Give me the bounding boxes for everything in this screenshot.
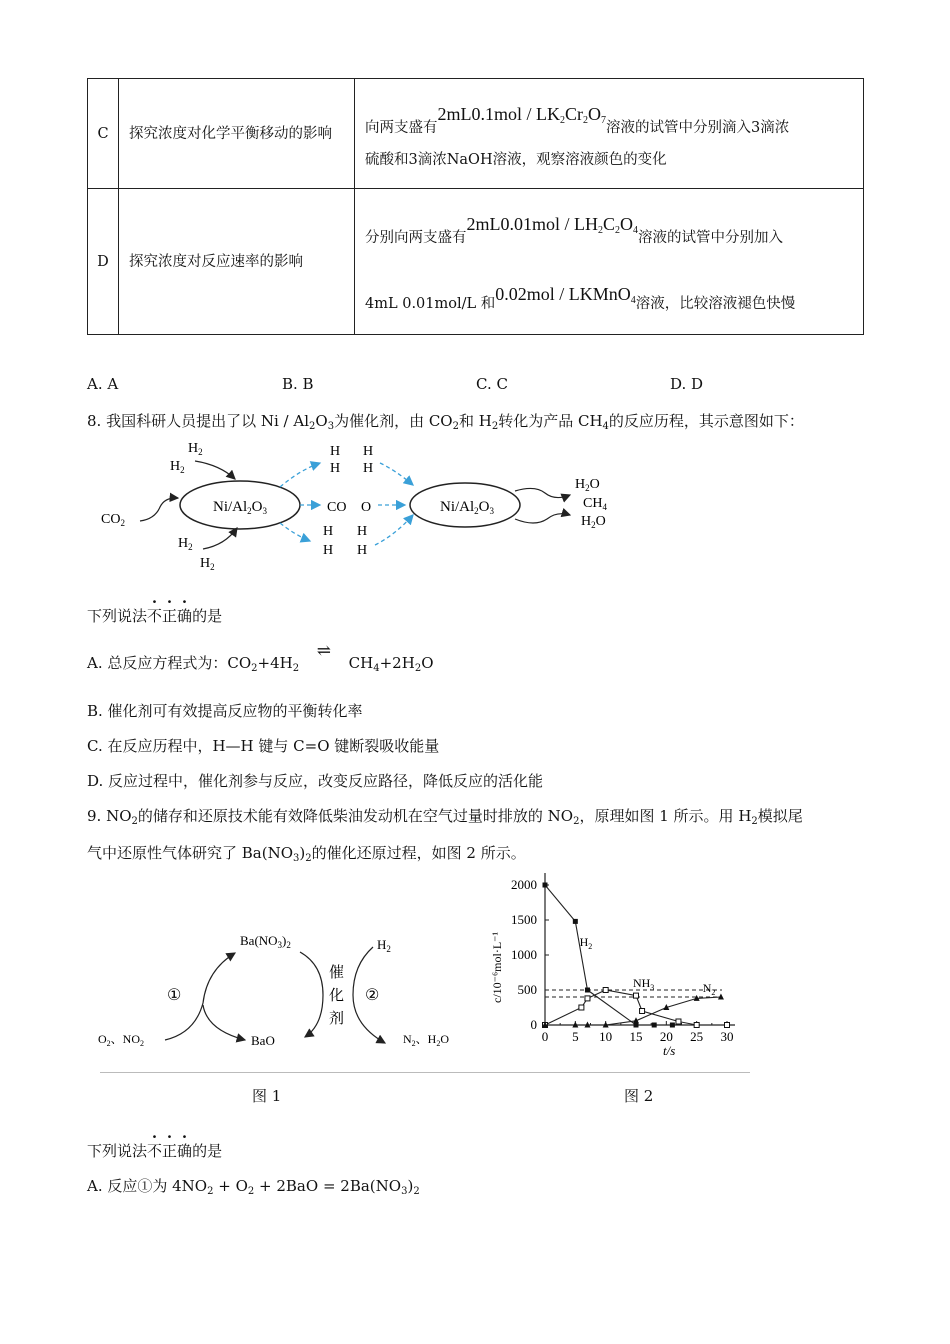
atom-h: H	[330, 444, 341, 459]
table-row	[88, 79, 864, 189]
row-label: C	[88, 79, 119, 189]
formula: 2mL0.01mol / LH	[466, 213, 598, 234]
y-tick-label: 500	[517, 982, 537, 997]
bao-label: BaO	[251, 1033, 275, 1048]
emphasis-char: 正	[162, 1142, 178, 1160]
inlet-gases: $O_2$、$NO_2$	[98, 1032, 145, 1048]
row-label: D	[88, 189, 119, 335]
q9-stem-2: 气中还原性气体研究了 $Ba(NO_3)_2$的催化还原过程，如图 2 所示。	[87, 844, 526, 864]
q9-stem-1: 9. $NO_2$的储存和还原技术能有效降低柴油发动机在空气过量时排放的 $NO_2$，原理如图 1 所示。用 $H_2$模拟尾	[87, 807, 803, 827]
formula-sub: 2	[598, 224, 603, 236]
method-text: 硫酸和3滴浓NaOH溶液，观察溶液颜色的变化	[365, 151, 667, 168]
method-text: 分别向两支盛有	[365, 229, 467, 246]
h2-label: $H_2$	[377, 937, 391, 954]
q8-prompt: 下列说法不正确的是	[87, 607, 223, 625]
outlet-gases: $N_2$、$H_2O$	[403, 1032, 450, 1048]
data-point-nh3	[579, 1005, 584, 1010]
q8-option-c[interactable]: C. 在反应历程中，H—H 键与 C=O 键断裂吸收能量	[87, 737, 440, 755]
figure-divider	[100, 1072, 750, 1073]
formula: 2mL0.1mol / LK	[437, 103, 560, 124]
catalyst-char: 化	[329, 988, 345, 1004]
y-tick-label: 0	[530, 1017, 537, 1032]
data-point-h2	[543, 883, 548, 888]
o-intermediate: O	[361, 500, 372, 515]
x-tick-label: 0	[541, 1029, 549, 1044]
data-point-nh3	[640, 1009, 645, 1014]
emphasis-char: 不	[147, 607, 163, 625]
formula-sub: 2	[583, 114, 588, 126]
catalyst-left-label: $Ni/Al_2O_3$	[213, 499, 268, 516]
product-water: $H_2O$	[575, 477, 600, 493]
figure-1-caption: 图 1	[252, 1087, 282, 1105]
q9-prompt: 下列说法不正确的是	[87, 1142, 223, 1160]
co2-label: $CO_2$	[101, 512, 125, 528]
series-line	[545, 997, 721, 1025]
series-label: $N_2$	[702, 981, 716, 998]
data-point-n2	[718, 994, 724, 1000]
method-text: 向两支盛有	[365, 119, 438, 136]
x-tick-label: 20	[659, 1029, 673, 1044]
q9-option-a[interactable]: A. 反应①为 $4NO_2 + O_2 + 2BaO = 2Ba(NO_3)_2$	[87, 1177, 420, 1197]
h2-bottom-2: $H_2$	[200, 556, 215, 572]
x-axis-label: t/s	[663, 1043, 676, 1058]
q9-figure-1	[95, 925, 475, 1105]
series-label: $NH_3$	[632, 976, 655, 993]
catalyst-char: 剂	[329, 1011, 345, 1027]
step-1-label: ①	[167, 987, 182, 1004]
data-point-nh3	[585, 996, 590, 1001]
choice-c[interactable]: C. C	[476, 375, 508, 393]
y-tick-label: 1500	[511, 912, 537, 927]
q8-option-d[interactable]: D. 反应过程中，催化剂参与反应，改变反应路径，降低反应的活化能	[87, 772, 544, 790]
x-tick-label: 30	[720, 1029, 734, 1044]
q8-stem: 8. 我国科研人员提出了以 Ni / $Al_2O_3$为催化剂，由 $CO_2$和 $H_2$转化为产品 $CH_4$的反应历程，其示意图如下：	[87, 412, 804, 432]
x-tick-label: 25	[690, 1029, 704, 1044]
emphasis-char: 确	[177, 607, 193, 625]
formula: Cr	[565, 103, 583, 124]
q8-reaction-diagram	[95, 435, 635, 585]
series-line	[545, 885, 672, 1025]
formula: C	[603, 213, 616, 234]
method-text: 溶液的试管中分别滴入3滴浓	[606, 119, 790, 136]
atom-h: H	[330, 461, 341, 476]
atom-h: H	[357, 524, 368, 539]
catalyst-char: 催	[329, 965, 345, 981]
emphasis-char: 不	[147, 1142, 163, 1160]
choice-d[interactable]: D. D	[670, 375, 704, 393]
row-goal: 探究浓度对化学平衡移动的影响	[119, 79, 355, 189]
product-methane: $CH_4$	[583, 496, 607, 512]
data-point-h2	[670, 1023, 675, 1028]
atom-h: H	[363, 444, 374, 459]
formula-sub: 2	[560, 114, 565, 126]
q8-option-b[interactable]: B. 催化剂可有效提高反应物的平衡转化率	[87, 702, 363, 720]
choice-a[interactable]: A. A	[87, 375, 119, 393]
data-point-nh3	[603, 988, 608, 993]
data-point-h2	[573, 919, 578, 924]
formula: O	[588, 103, 601, 124]
method-text: 溶液，比较溶液褪色快慢	[635, 295, 796, 312]
q9-figure-2-chart	[480, 870, 760, 1070]
row-method	[355, 189, 864, 335]
equilibrium-arrow: ⇌	[316, 641, 332, 661]
figure-2-caption: 图 2	[624, 1087, 654, 1105]
formula: 0.02mol / LKMnO	[495, 283, 631, 304]
emphasis-char: 确	[177, 1142, 193, 1160]
atom-h: H	[357, 543, 368, 558]
data-point-nh3	[725, 1023, 730, 1028]
y-tick-label: 1000	[511, 947, 537, 962]
atom-h: H	[323, 543, 334, 558]
row-method	[355, 79, 864, 189]
method-text: 溶液的试管中分别加入	[638, 229, 784, 246]
data-point-h2	[585, 988, 590, 993]
x-tick-label: 10	[599, 1029, 613, 1044]
co-intermediate: CO	[327, 500, 347, 515]
method-text: 4mL 0.01mol/L 和	[365, 295, 496, 312]
atom-h: H	[363, 461, 374, 476]
y-tick-label: 2000	[511, 877, 537, 892]
h2-bottom-1: $H_2$	[178, 536, 193, 552]
y-axis-label: c/10⁻⁶mol·L⁻¹	[490, 931, 504, 1003]
h2-top-1: $H_2$	[188, 441, 203, 457]
step-2-label: ②	[365, 987, 380, 1004]
formula-sub: 4	[630, 294, 636, 306]
series-label: $H_2$	[579, 934, 593, 951]
catalyst-right-label: $Ni/Al_2O_3$	[440, 499, 495, 516]
table-row	[88, 189, 864, 335]
options-table	[87, 78, 864, 335]
h2-top-2: $H_2$	[170, 459, 185, 475]
data-point-nh3	[676, 1019, 681, 1024]
formula-sub: 4	[633, 224, 639, 236]
x-tick-label: 15	[629, 1029, 643, 1044]
row-goal: 探究浓度对反应速率的影响	[119, 189, 355, 335]
emphasis-char: 正	[162, 607, 178, 625]
x-tick-label: 5	[572, 1029, 579, 1044]
formula-sub: 7	[601, 114, 606, 126]
q8-option-a[interactable]: A. 总反应方程式为：$CO_2+4H_2$ ⇌ $CH_4+2H_2O$	[87, 641, 434, 674]
data-point-nh3	[634, 993, 639, 998]
product-water-2: $H_2O$	[581, 514, 606, 530]
choice-b[interactable]: B. B	[282, 375, 314, 393]
formula-sub: 2	[615, 224, 621, 236]
ba-nitrate-label: $Ba(NO_3)_2$	[240, 933, 291, 950]
data-point-h2	[652, 1023, 657, 1028]
data-point-nh3	[694, 1023, 699, 1028]
atom-h: H	[323, 524, 334, 539]
formula: O	[620, 213, 634, 234]
